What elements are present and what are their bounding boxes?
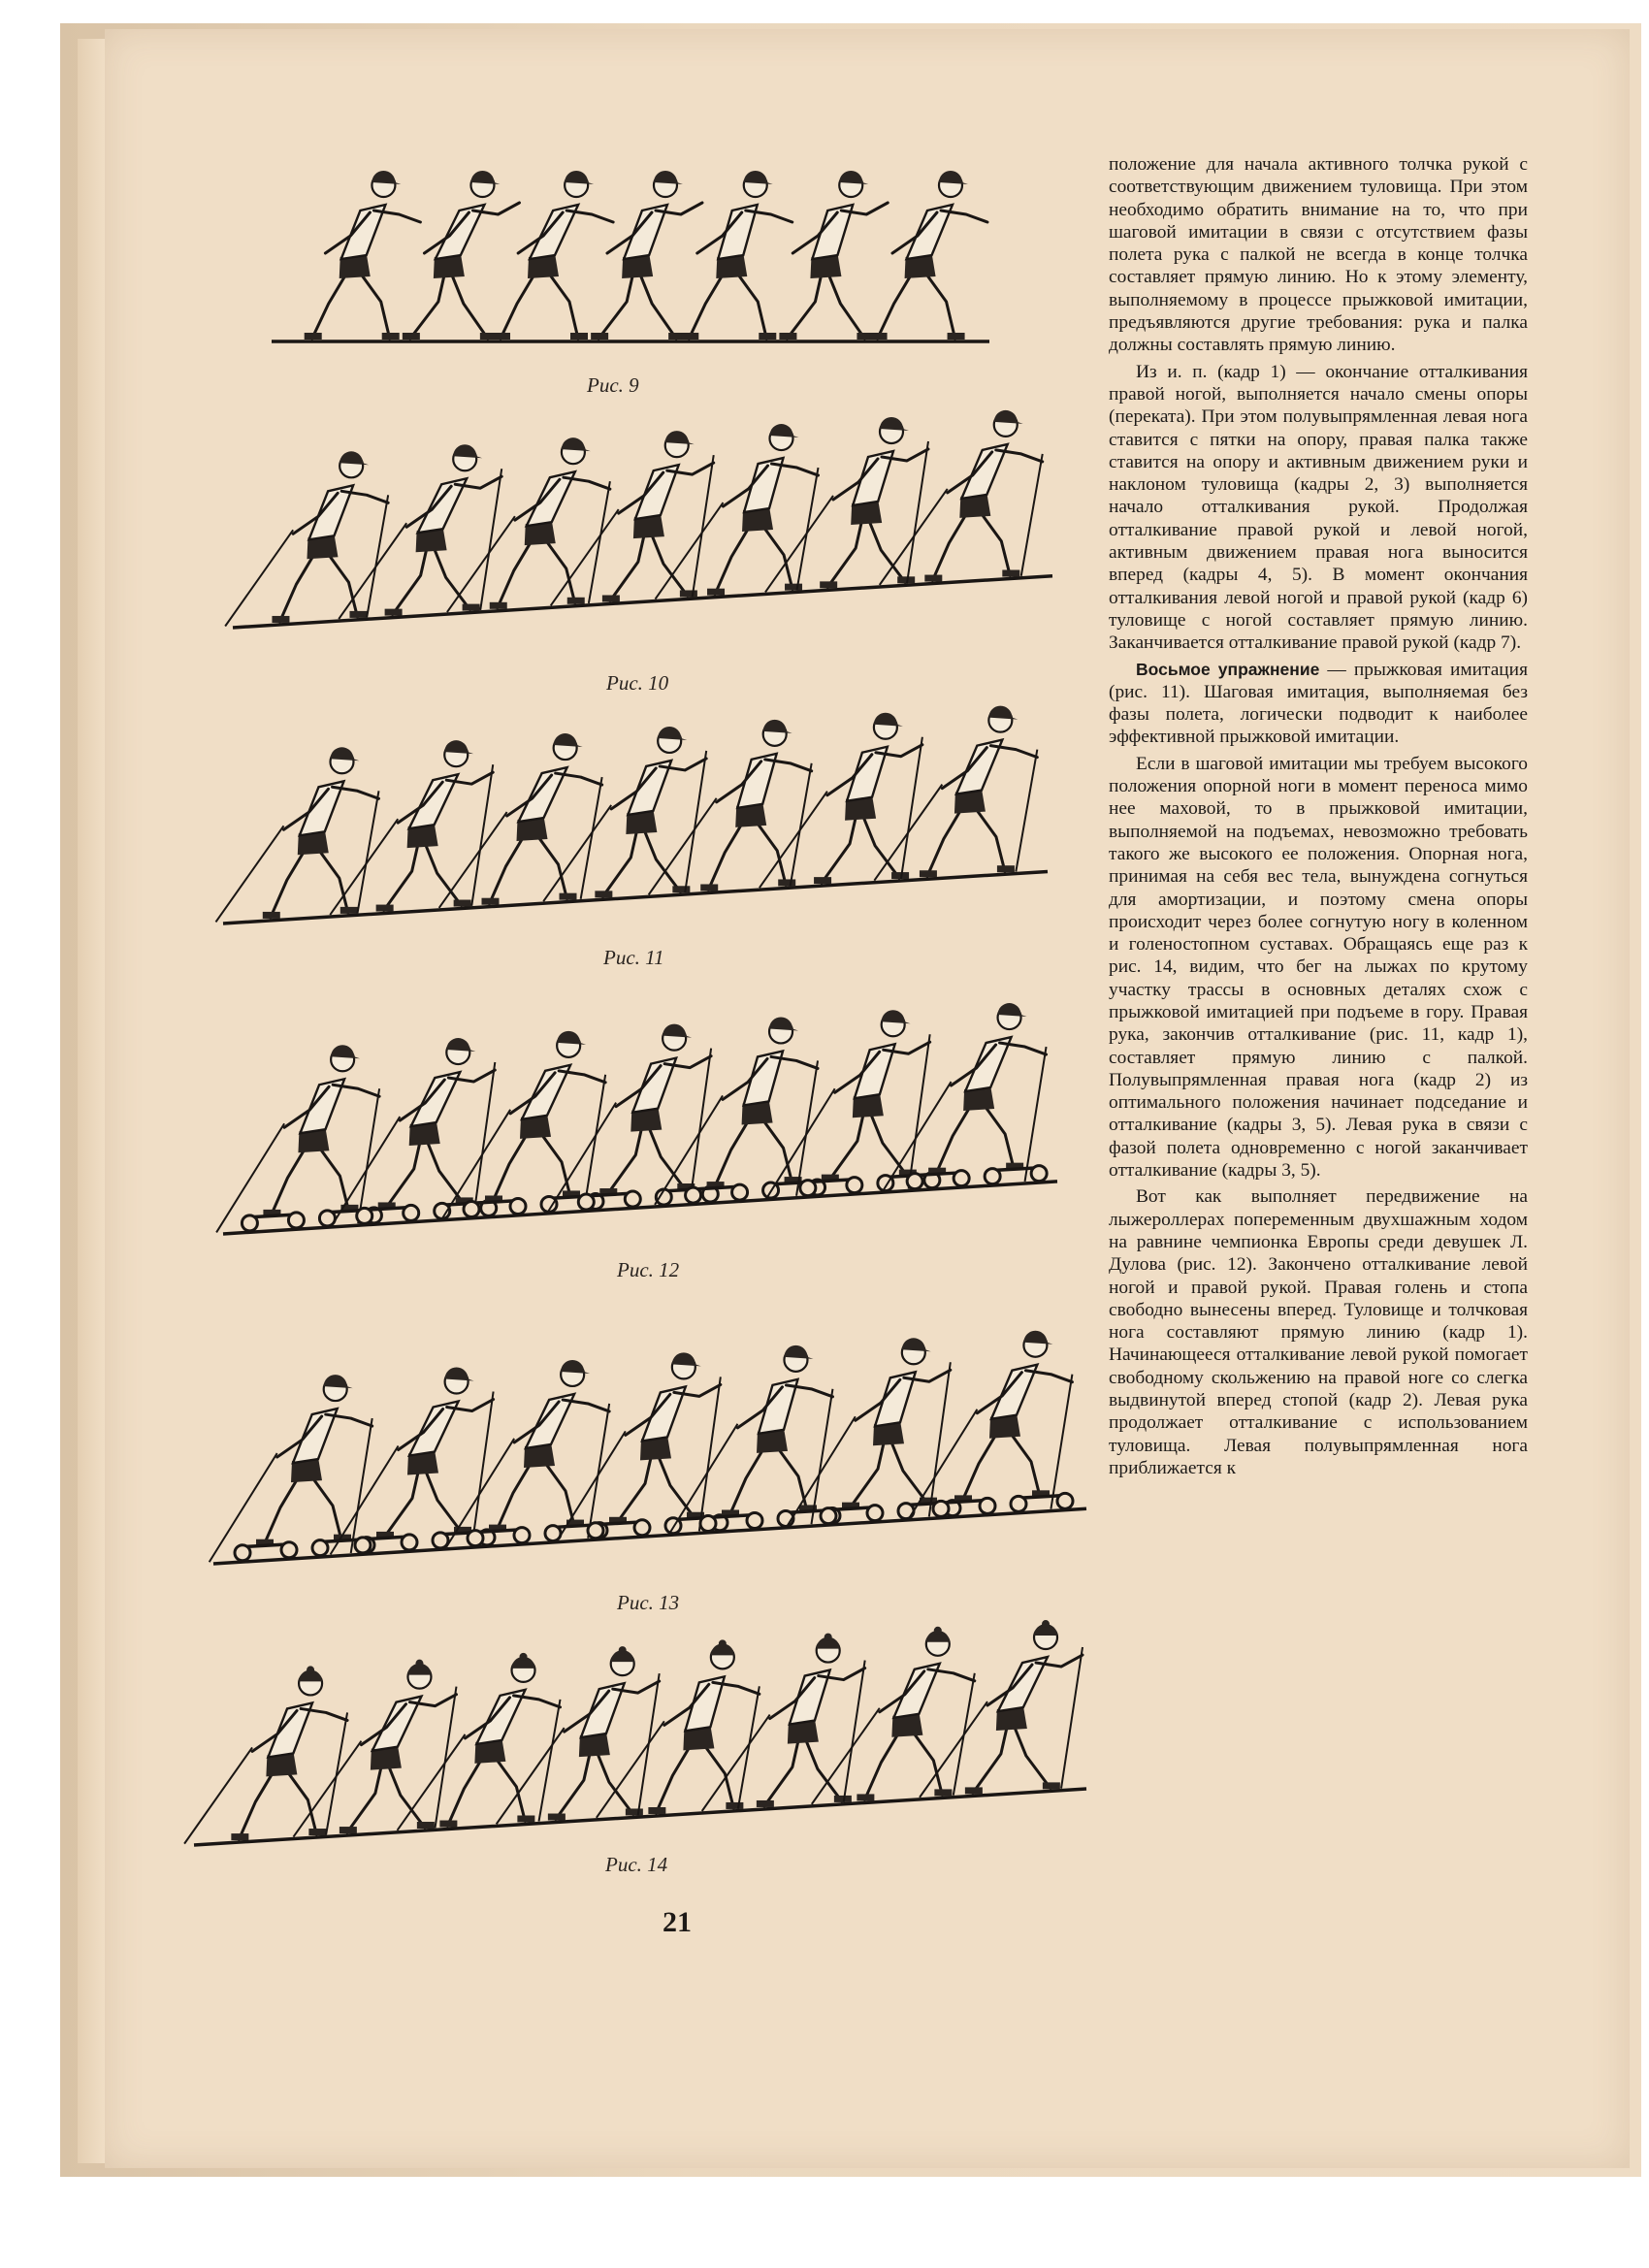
boot <box>1043 1782 1060 1789</box>
roller-wheel <box>898 1504 914 1519</box>
skier-figure <box>332 1038 496 1225</box>
torso <box>476 1690 525 1744</box>
roller-wheel <box>357 1208 372 1223</box>
roller-wheel <box>821 1508 836 1524</box>
roller-wheel <box>847 1178 862 1193</box>
ski-pole <box>702 1715 770 1811</box>
torso <box>893 1664 939 1718</box>
cap <box>330 747 359 761</box>
boot <box>778 879 795 886</box>
torso <box>855 1044 895 1098</box>
ski-pole <box>797 468 819 590</box>
roller-wheel <box>1057 1493 1073 1508</box>
figure-12 <box>223 1009 1057 1242</box>
ski-pole <box>791 763 812 886</box>
boot <box>340 907 358 914</box>
roller-wheel <box>747 1512 762 1528</box>
skier-figure <box>669 1345 840 1534</box>
ski-pole <box>649 798 717 895</box>
hat-pompom <box>1042 1620 1050 1628</box>
ski-pole <box>581 777 602 899</box>
figure-11 <box>223 747 1048 931</box>
page-number: 21 <box>663 1906 692 1938</box>
fig14-drawing <box>194 1649 1086 1853</box>
torso <box>268 1702 312 1757</box>
paragraph-3-body: — прыжковая имитация (рис. 11). Шаговая имитация, выполняемая без фазы полета, логически подводит к наиболее эффективной прыжковой имитации. <box>1109 659 1528 748</box>
cap <box>561 1360 590 1374</box>
boot <box>439 1821 457 1828</box>
ski-pole <box>685 751 706 892</box>
ski-pole <box>330 819 398 915</box>
cap <box>839 171 868 184</box>
ski-pole <box>699 1377 721 1531</box>
boot <box>700 884 718 891</box>
paragraph-4: Если в шаговой имитации мы требуем высокого положения опорной ноги в момент переноса мимо нее маховой, то в прыжковой имитации, выполняемой на подъемах, невозможно требовать такого же высокого ее положения. Опорная нога, принимая на себя вес тела, вынуждена согнуться для амортизации, и поэтому смена опоры происходит через более согнутую ногу в коленном и голеностопном суставах. Обращаясь еще раз к рис. 14, видим, что бег на лыжах по крутому участку трассы в основных деталях схож с прыжковой имитацией при подъеме в гору. Правая рука, закончив отталкивание (рис. 11, кадр 1), составляет прямую линию с палкой. Полувыпрямленная правая нога (кадр 2) из оптимального положения начинает подседание и отталкивание (кадры 3, 5). Левая рука в связи с фазой полета одновременно с ногой заканчивает отталкивание (кадры 3, 5). <box>1109 753 1528 1182</box>
torso <box>519 767 567 822</box>
ski-pole <box>1016 750 1037 872</box>
boot <box>376 905 394 912</box>
ski-pole <box>435 1687 456 1829</box>
cap <box>902 1338 931 1351</box>
skier-figure <box>591 171 702 340</box>
roller-wheel <box>634 1520 650 1536</box>
roller-wheel <box>578 1194 594 1210</box>
torso <box>409 1402 459 1456</box>
paragraph-2: Из и. п. (кадр 1) — окончание отталкивания правой ногой, выполняется начало смены опоры (переката). При этом полувыпрямленная левая нога ставится с пятки на опору, правая палка также ставится на опору и активным движением руки и наклоном туловища (кадры 2, 3) выполняется начало отталкивания рукой. Продолжая отталкивание правой рукой и левой ногой, активным движением правая нога выносится вперед (кадры 4, 5). В момент окончания отталкивания левой ногой и правой рукой (кадр 6) туловище с ногой составляет прямую линию. Заканчивается отталкивание правой рукой (кадр 7). <box>1109 361 1528 654</box>
ski-pole <box>907 441 928 583</box>
torso <box>624 205 667 259</box>
boot <box>920 870 937 877</box>
ski-pole <box>351 1418 372 1553</box>
skier-figure <box>909 1331 1073 1518</box>
roller-wheel <box>907 1174 922 1189</box>
roller-wheel <box>1011 1496 1026 1511</box>
torso <box>300 1079 344 1133</box>
roller-wheel <box>312 1540 328 1556</box>
ski-pole <box>367 495 388 617</box>
boot <box>602 595 620 601</box>
boot <box>493 333 510 340</box>
boot <box>548 1814 566 1821</box>
ski-pole <box>901 737 922 879</box>
skier-figure <box>184 1666 347 1843</box>
boot <box>591 333 608 340</box>
boot <box>814 877 831 884</box>
fig9-drawing <box>272 146 989 349</box>
torso <box>812 205 853 259</box>
torso <box>308 485 353 539</box>
cap <box>446 1038 475 1052</box>
boot <box>305 333 322 340</box>
boot <box>785 584 802 591</box>
ski-pole <box>1025 1047 1047 1182</box>
roller-wheel <box>800 1181 816 1196</box>
skier-figure <box>446 1360 609 1547</box>
boot <box>997 865 1015 872</box>
boot <box>948 333 965 340</box>
torso <box>526 1394 574 1448</box>
roller-wheel <box>433 1533 448 1548</box>
boot <box>672 886 690 892</box>
ski-pole <box>339 523 406 619</box>
boot <box>490 602 507 609</box>
boot <box>567 598 585 604</box>
roller-wheel <box>242 1215 257 1231</box>
roller-wheel <box>686 1187 701 1203</box>
cap <box>565 171 594 184</box>
roller-wheel <box>468 1531 483 1546</box>
figure-10 <box>233 441 1052 635</box>
boot <box>965 1787 983 1794</box>
paragraph-1: положение для начала активного толчка рукой с соответствующим движением туловища. При этом необходимо обратить внимание на то, что при шаговой имитации в связи с отсутствием фазы полета рука с палкой не всегда в конце толчка составляет прямую линию. Но к этому элементу, выполняемому в процессе прыжковой имитации, предъявляются другие требования: рука и палка должны составлять прямую линию. <box>1109 154 1528 356</box>
torso <box>642 1386 686 1441</box>
figure-9-caption: Рис. 9 <box>587 373 639 397</box>
ground-line <box>223 871 1048 923</box>
ski-pole <box>447 516 515 612</box>
boot <box>382 333 400 340</box>
torso <box>998 1657 1048 1711</box>
cap <box>324 1375 353 1388</box>
ski-pole <box>1051 1375 1072 1509</box>
ski-pole <box>909 1034 930 1188</box>
torso <box>527 471 575 526</box>
boot <box>857 1794 874 1800</box>
ski-pole <box>326 1712 347 1834</box>
fig10-drawing <box>233 441 1052 635</box>
boot <box>626 1808 643 1815</box>
skier-figure <box>215 747 378 922</box>
roller-wheel <box>933 1501 949 1516</box>
cap <box>557 1031 586 1045</box>
skier-figure <box>779 171 888 340</box>
paragraph-3 <box>1109 659 1528 749</box>
figure-13 <box>213 1329 1086 1571</box>
cap <box>939 171 968 184</box>
boot <box>924 575 942 582</box>
boot <box>726 1802 743 1809</box>
torso <box>581 1683 625 1737</box>
torso <box>418 478 468 533</box>
skier-figure <box>225 451 388 626</box>
roller-wheel <box>588 1523 603 1539</box>
boot <box>482 898 500 905</box>
cap <box>372 171 401 184</box>
ski-pole <box>472 1392 494 1546</box>
figure-14-caption: Рис. 14 <box>605 1853 668 1876</box>
ground-line <box>233 576 1052 628</box>
roller-wheel <box>235 1545 250 1561</box>
torso <box>293 1409 338 1463</box>
torso <box>907 205 953 259</box>
cap <box>663 1024 692 1038</box>
boot <box>340 1827 357 1833</box>
boot <box>417 1822 435 1829</box>
torso <box>956 740 1002 794</box>
cap <box>654 171 683 184</box>
boot <box>934 1789 952 1796</box>
boot <box>595 891 612 897</box>
torso <box>628 761 671 815</box>
boot <box>463 604 480 611</box>
boot <box>681 333 698 340</box>
ski-pole <box>796 1060 818 1195</box>
torso <box>436 205 485 259</box>
skier-figure <box>884 1003 1048 1190</box>
ski-pole <box>1061 1647 1083 1789</box>
ski-pole <box>398 1734 466 1831</box>
hat-pompom <box>415 1660 423 1668</box>
ski-pole <box>497 1728 565 1824</box>
roller-wheel <box>625 1191 640 1207</box>
roller-wheel <box>732 1184 748 1200</box>
hat-pompom <box>520 1653 528 1661</box>
skier-figure <box>767 1010 940 1197</box>
roller-wheel <box>954 1171 969 1186</box>
torso <box>341 205 386 259</box>
ski-pole <box>589 481 610 603</box>
ski-pole <box>690 1049 711 1203</box>
boot <box>707 589 725 596</box>
boot <box>385 609 403 616</box>
boot <box>272 616 289 623</box>
skier-figure <box>330 740 493 915</box>
roller-wheel <box>510 1198 526 1214</box>
boot <box>263 912 280 919</box>
body-text-column <box>1109 153 1528 1483</box>
boot <box>308 1829 326 1835</box>
cap <box>340 451 369 465</box>
skier-figure <box>216 1045 381 1232</box>
cap <box>744 171 773 184</box>
hat-pompom <box>307 1666 314 1673</box>
ski-pole <box>588 1404 609 1539</box>
boot <box>757 1800 774 1807</box>
cap <box>882 1010 911 1023</box>
fig13-drawing <box>213 1329 1086 1571</box>
roller-wheel <box>1031 1166 1047 1182</box>
roller-wheel <box>355 1538 371 1553</box>
ski-pole <box>656 502 724 599</box>
fig11-drawing <box>223 747 1048 931</box>
skier-figure <box>681 171 792 340</box>
ski-pole <box>929 1362 951 1516</box>
hat-pompom <box>934 1627 942 1635</box>
torso <box>991 1365 1037 1419</box>
boot <box>231 1833 248 1840</box>
torso <box>522 1065 570 1119</box>
skier-figure <box>210 1375 374 1562</box>
boot <box>648 1807 665 1814</box>
torso <box>632 1058 676 1113</box>
torso <box>411 1072 461 1126</box>
roller-wheel <box>402 1535 417 1550</box>
skier-figure <box>870 171 987 340</box>
fig12-drawing <box>223 1009 1057 1242</box>
figure-14 <box>194 1649 1086 1853</box>
figure-9 <box>272 146 989 349</box>
boot <box>1002 570 1019 577</box>
roller-wheel <box>700 1515 716 1531</box>
roller-wheel <box>867 1506 883 1521</box>
torso <box>961 444 1007 499</box>
ski-pole <box>543 805 611 901</box>
skier-figure <box>339 444 501 619</box>
page-binding-edge <box>78 39 107 2163</box>
roller-wheel <box>404 1205 419 1220</box>
boot <box>560 893 577 900</box>
roller-wheel <box>281 1542 297 1558</box>
figure-12-caption: Рис. 12 <box>617 1258 680 1281</box>
cap <box>331 1045 360 1058</box>
roller-wheel <box>514 1528 530 1543</box>
boot <box>403 333 420 340</box>
ski-pole <box>1021 454 1043 576</box>
ski-pole <box>551 509 619 605</box>
boot <box>517 1815 534 1822</box>
roller-wheel <box>980 1498 995 1513</box>
boot <box>820 581 837 588</box>
ski-pole <box>693 455 714 597</box>
torso <box>875 1372 916 1426</box>
figure-13-caption: Рис. 13 <box>617 1591 680 1614</box>
cap <box>784 1345 813 1359</box>
roller-wheel <box>288 1213 304 1228</box>
cap <box>470 171 500 184</box>
boot <box>680 590 697 597</box>
cap <box>672 1352 701 1366</box>
torso <box>853 451 893 505</box>
hat-pompom <box>824 1634 832 1641</box>
skier-figure <box>493 171 613 340</box>
boot <box>779 333 796 340</box>
cap <box>453 444 482 458</box>
boot <box>454 900 471 907</box>
paragraph-5: Вот как выполняет передвижение на лыжероллерах попеременным двухшажным ходом на равнине чемпионка Европы среди девушек Л. Дулова (рис. 12). Закончено отталкивание левой ногой и правой рукой. Правая голень и стопа свободно вынесены вперед. Туловище и толчковая нога составляют прямую линию (кадр 1). Начинающееся отталкивание левой рукой помогает свободному скольжению на правой ноге со слегка выдвинутой вперед стопой (кадр 2). Левая рука продолжает отталкивание с использованием туловища. Левая полувыпрямленная нога приближается к <box>1109 1186 1528 1478</box>
exercise-heading: Восьмое упражнение <box>1136 659 1320 679</box>
skier-figure <box>305 171 421 340</box>
hat-pompom <box>619 1646 627 1654</box>
ski-pole <box>920 1701 987 1798</box>
boot <box>870 333 888 340</box>
torso <box>635 465 679 519</box>
boot <box>570 333 588 340</box>
hat-pompom <box>719 1639 727 1647</box>
torso <box>530 205 578 259</box>
skier-figure <box>788 1338 960 1525</box>
cap <box>445 1368 474 1381</box>
skier-figure <box>403 171 520 340</box>
roller-wheel <box>464 1201 479 1216</box>
cap <box>1023 1331 1052 1345</box>
boot <box>759 333 776 340</box>
figure-10-caption: Рис. 10 <box>606 671 669 695</box>
torso <box>965 1037 1011 1091</box>
torso <box>409 774 459 828</box>
boot <box>349 611 367 618</box>
cap <box>769 1017 798 1030</box>
torso <box>372 1697 422 1751</box>
roller-wheel <box>985 1169 1000 1184</box>
torso <box>300 781 344 835</box>
ski-pole <box>738 1686 760 1808</box>
torso <box>790 1670 830 1725</box>
figure-11-caption: Рис. 11 <box>603 946 664 969</box>
ski-pole <box>844 1661 865 1802</box>
torso <box>847 747 888 801</box>
